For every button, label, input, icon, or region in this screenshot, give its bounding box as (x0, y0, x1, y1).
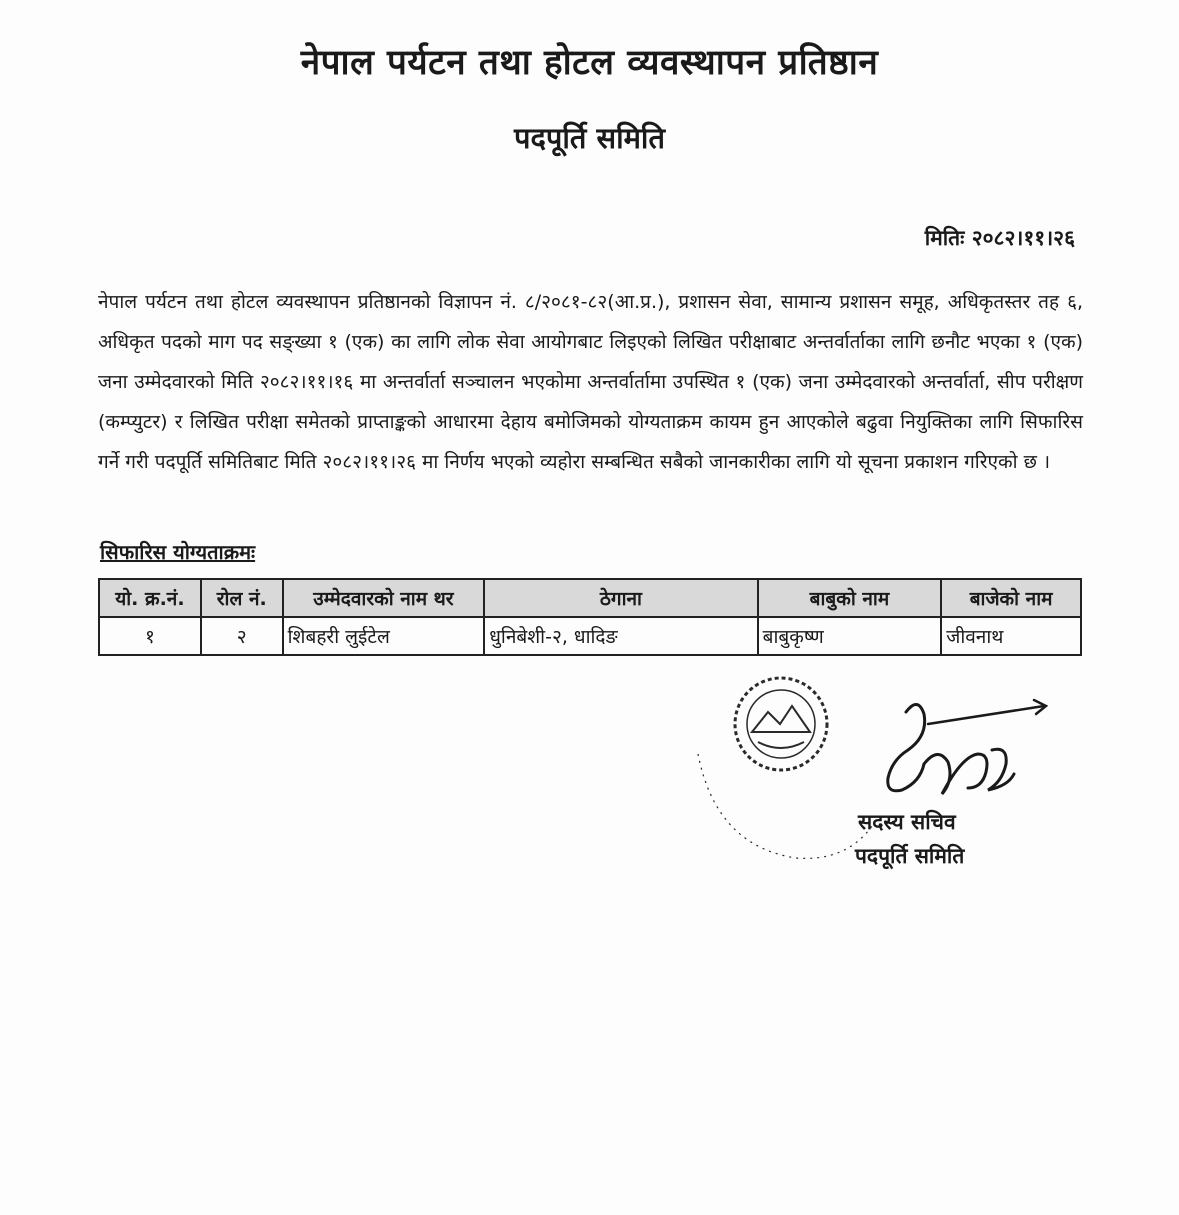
signature-stroke-1 (888, 704, 925, 790)
emblem-base-icon (758, 742, 804, 748)
col-address-header: ठेगाना (484, 579, 757, 617)
cell-address: धुनिबेशी-२, धादिङ (484, 617, 757, 655)
organization-title: नेपाल पर्यटन तथा होटल व्यवस्थापन प्रतिष्ठान (300, 43, 879, 83)
cell-father: बाबुकृष्ण (758, 617, 942, 655)
recommendation-heading: सिफारिस योग्यताक्रमः (100, 540, 256, 564)
signature-stroke-3 (988, 749, 1014, 790)
notice-body: नेपाल पर्यटन तथा होटल व्यवस्थापन प्रतिष्ठानको विज्ञापन नं. ८/२०८१-८२(आ.प्र.), प्रशासन सेवा, सामान्य प्रशासन समूह, अधिकृतस्तर तह ६, अधिकृत पदको माग पद सङ्ख्या १ (एक) का लागि लोक सेवा आयोगबाट लिइएको लिखित परीक्षाबाट अन्तर्वार्ताका लागि छनौट भएका १ (एक) जना उम्मेदवारको मिति २०८२।११।१६ मा अन्तर्वार्ता सञ्चालन भएकोमा अन्तर्वार्तामा उपस्थित १ (एक) जना उम्मेदवारको अन्तर्वार्ता, सीप परीक्षण (कम्प्युटर) र लिखित परीक्षा समेतको प्राप्ताङ्कको आधारमा देहाय बमोजिमको योग्यताक्रम कायम हुन आएकोले बढुवा नियुक्तिका लागि सिफारिस गर्ने गरी पदपूर्ति समितिबाट मिति २०८२।११।२६ मा निर्णय भएको व्यहोरा सम्बन्धित सबैको जानकारीका लागि यो सूचना प्रकाशन गरिएको छ । (98, 291, 1083, 473)
cell-grandfather: जीवनाथ (941, 617, 1081, 655)
signature-stroke-2 (924, 754, 987, 794)
col-serial-header: यो. क्र.नं. (99, 579, 201, 617)
signature-flourish (928, 706, 1044, 724)
committee-subtitle: पदपूर्ति समिति (514, 121, 665, 155)
col-roll-header: रोल नं. (201, 579, 283, 617)
col-name-header: उम्मेदवारको नाम थर (283, 579, 485, 617)
signatory-committee: पदपूर्ति समिति (855, 844, 965, 868)
seal-arc-line (698, 754, 872, 858)
recommendation-table (98, 578, 1082, 656)
cell-roll: २ (201, 617, 283, 655)
signatory-title: सदस्य सचिव (858, 810, 956, 834)
col-father-header: बाबुको नाम (758, 579, 942, 617)
table-row (99, 617, 1081, 655)
cell-name: शिबहरी लुईटेल (283, 617, 485, 655)
signature (858, 690, 1058, 820)
table-header-row (99, 579, 1081, 617)
mountain-icon (752, 706, 810, 732)
col-grandfather-header: बाजेको नाम (941, 579, 1081, 617)
cell-serial: १ (99, 617, 201, 655)
notice-date: मितिः २०८२।११।२६ (924, 226, 1075, 250)
